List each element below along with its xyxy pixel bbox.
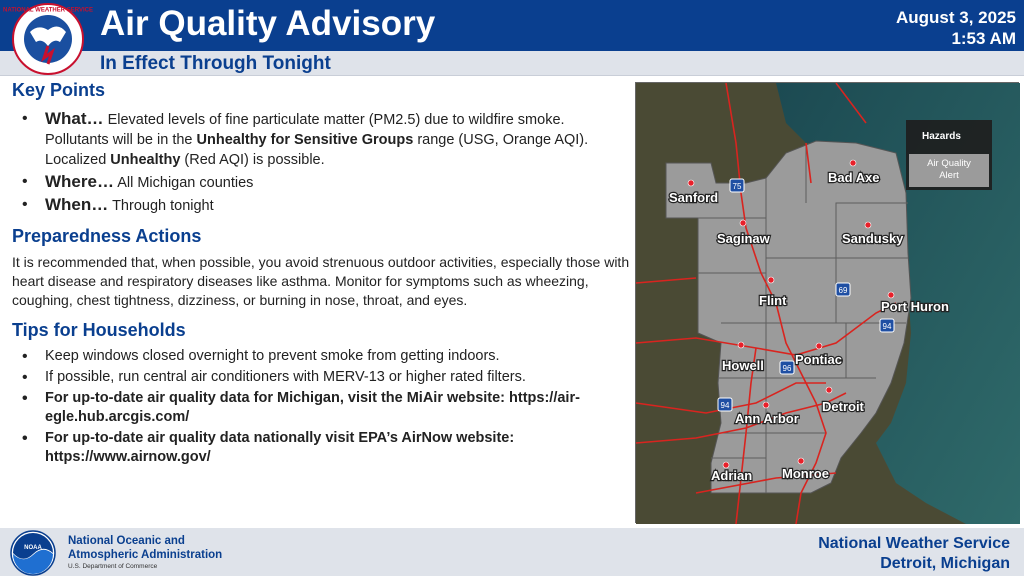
hazard-map-svg <box>636 83 1020 524</box>
city-label-flint: Flint <box>759 293 787 308</box>
tips-list <box>12 347 632 467</box>
city-label-bad-axe: Bad Axe <box>828 170 880 185</box>
nws-office-line-2: Detroit, Michigan <box>880 555 1010 572</box>
city-dot-howell <box>738 342 744 348</box>
city-label-port-huron: Port Huron <box>881 299 949 314</box>
issued-time: 1:53 AM <box>951 29 1016 48</box>
shield-75-label: 75 <box>732 182 742 191</box>
city-label-ann-arbor: Ann Arbor <box>735 411 799 426</box>
key-point-when <box>12 195 632 216</box>
page-title: Air Quality Advisory <box>100 4 436 43</box>
city-label-saginaw: Saginaw <box>717 231 770 246</box>
page-subtitle: In Effect Through Tonight <box>100 53 331 74</box>
shield-94-east-label: 94 <box>882 322 892 331</box>
city-label-sanford: Sanford <box>669 190 719 205</box>
noaa-org-line-1: National Oceanic and <box>68 535 185 547</box>
noaa-department: U.S. Department of Commerce <box>68 563 158 570</box>
key-point-what <box>12 109 632 170</box>
where-label: Where… <box>45 172 114 191</box>
issued-date: August 3, 2025 <box>896 8 1016 27</box>
key-point-where <box>12 172 632 193</box>
map-legend-title: Hazards <box>922 131 961 142</box>
shield-75 <box>730 179 744 192</box>
nws-office <box>818 534 1010 574</box>
when-text: Through tonight <box>112 198 214 214</box>
nws-logo-icon <box>3 2 93 76</box>
noaa-logo-text: NOAA <box>24 545 42 551</box>
tip-link-airnow[interactable]: • For up-to-date air quality data nationally visit EPA’s AirNow website: https://www.airnow.gov/ <box>12 429 632 467</box>
advisory-content <box>12 80 632 469</box>
shield-69-label: 69 <box>838 286 848 295</box>
city-dot-flint <box>768 277 774 283</box>
shield-69 <box>836 283 850 296</box>
city-dot-pontiac <box>816 343 822 349</box>
city-dot-port-huron <box>888 292 894 298</box>
city-dot-sanford <box>688 180 694 186</box>
city-dot-ann-arbor <box>763 402 769 408</box>
what-text-2: range (USG, Orange AQI). Localized <box>45 132 589 168</box>
nws-logo-text: NATIONAL WEATHER SERVICE <box>3 7 93 14</box>
tip-item: • Keep windows closed overnight to prevent smoke from getting indoors. <box>12 347 632 366</box>
city-label-sandusky: Sandusky <box>842 231 904 246</box>
city-dot-saginaw <box>740 220 746 226</box>
shield-94-west <box>718 398 732 411</box>
city-label-detroit: Detroit <box>822 399 864 414</box>
city-dot-bad-axe <box>850 160 856 166</box>
preparedness-heading: Preparedness Actions <box>12 226 202 246</box>
tip-link-miair[interactable]: • For up-to-date air quality data for Michigan, visit the MiAir website: https://air-egle.hub.arcgis.com/ <box>12 389 632 427</box>
tip-item: • If possible, run central air conditioners with MERV-13 or higher rated filters. <box>12 368 632 387</box>
city-dot-monroe <box>798 458 804 464</box>
hazard-map <box>635 82 1019 523</box>
map-legend-item-wrap <box>909 156 989 186</box>
noaa-org-name <box>68 534 222 562</box>
preparedness-text: It is recommended that, when possible, you avoid strenuous outdoor activities, especially those with heart disease and respiratory diseases like asthma. Monitor for symptoms such as wheezing, coughing, chest tightness, dizziness, or burning in nose, throat, and eyes. <box>12 254 630 308</box>
key-points-heading: Key Points <box>12 80 106 100</box>
city-label-adrian: Adrian <box>711 468 753 483</box>
city-label-pontiac: Pontiac <box>795 352 842 367</box>
shield-96 <box>780 361 794 374</box>
shield-94-east <box>880 319 894 332</box>
where-text: All Michigan counties <box>117 175 254 191</box>
city-label-monroe: Monroe <box>782 466 829 481</box>
what-usg: Unhealthy for Sensitive Groups <box>196 132 414 148</box>
when-label: When… <box>45 195 109 214</box>
noaa-org-line-2: Atmospheric Administration <box>68 549 223 561</box>
nws-office-line-1: National Weather Service <box>818 535 1010 552</box>
city-dot-sandusky <box>865 222 871 228</box>
issued-datetime <box>896 7 1016 49</box>
what-text-1: Elevated levels of fine particulate matter (PM2.5) due to wildfire smoke. Pollutants will be in the <box>45 112 565 148</box>
map-legend-item: Air Quality Alert <box>927 158 971 181</box>
map-legend <box>906 120 992 190</box>
city-label-howell: Howell <box>722 358 764 373</box>
shield-96-label: 96 <box>782 364 792 373</box>
what-label: What… <box>45 109 104 128</box>
tips-heading: Tips for Households <box>12 320 186 340</box>
what-text-3: (Red AQI) is possible. <box>184 152 325 168</box>
noaa-logo-icon <box>10 530 56 576</box>
city-dot-detroit <box>826 387 832 393</box>
key-points-list <box>12 109 632 216</box>
what-unhealthy: Unhealthy <box>110 152 181 168</box>
shield-94-west-label: 94 <box>720 401 730 410</box>
